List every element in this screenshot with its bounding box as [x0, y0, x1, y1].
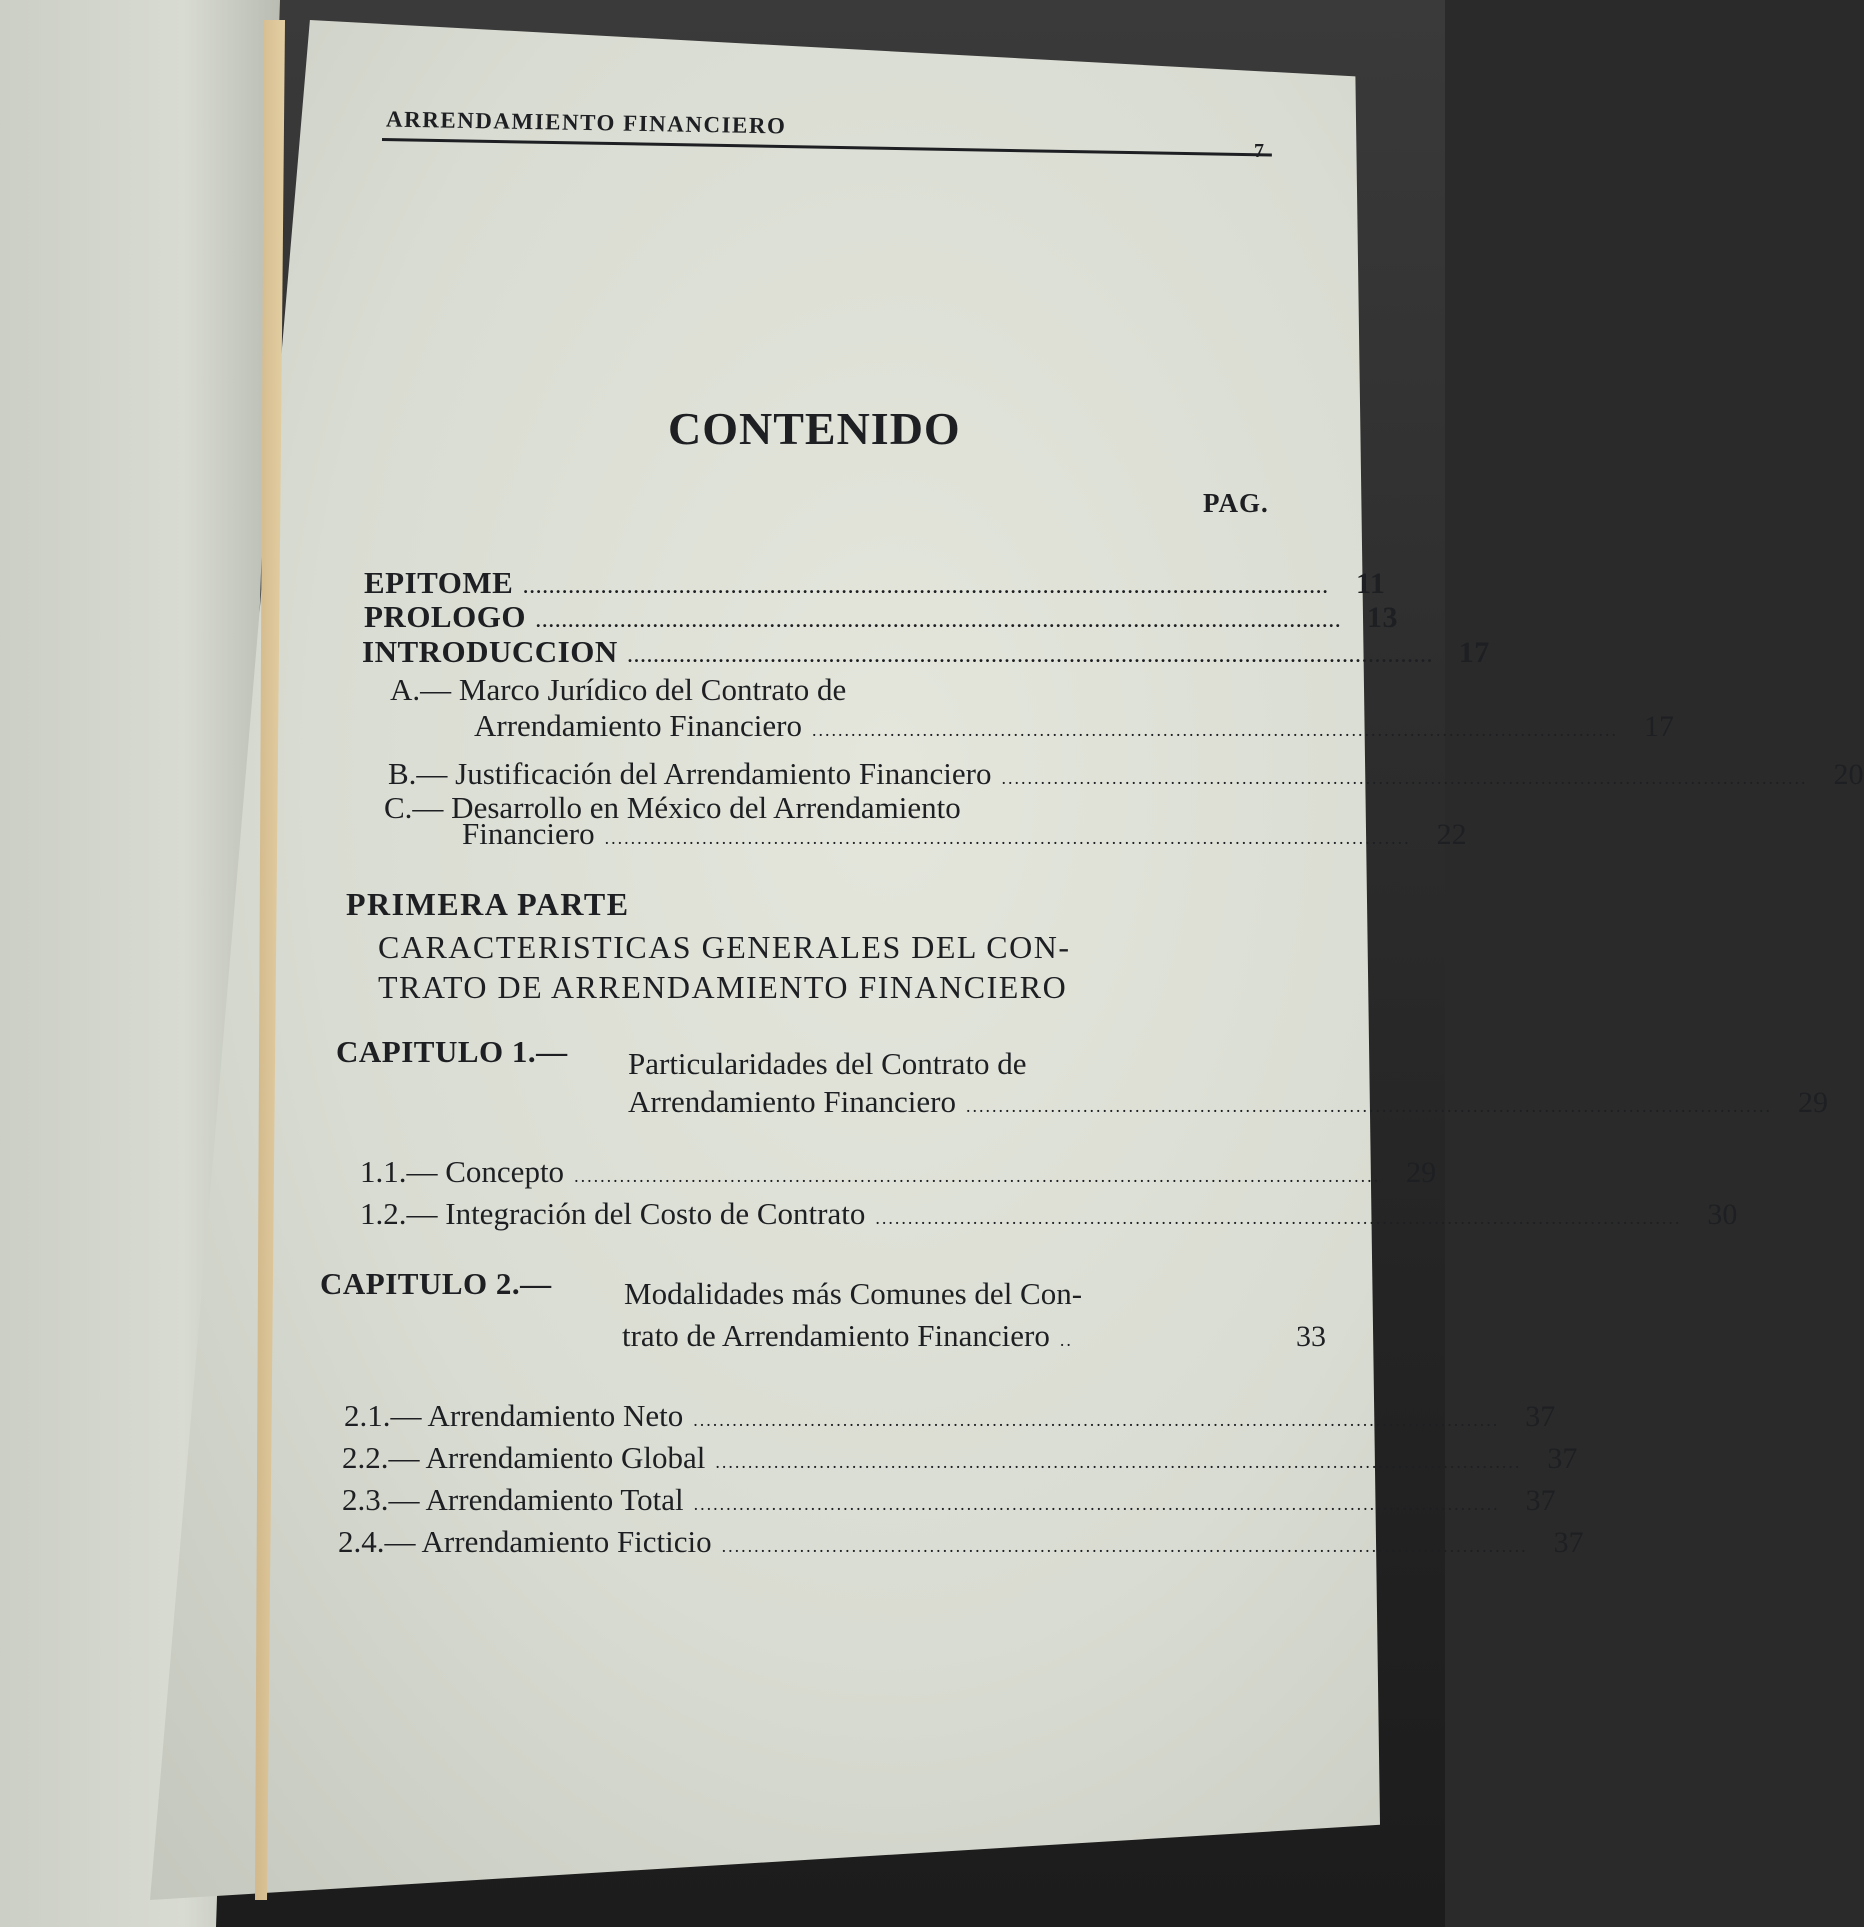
- leader-dots: ............................................................................................................................: [523, 577, 1330, 597]
- toc-section-2-3: [342, 1482, 1556, 1518]
- toc-entry-label: 2.1.— Arrendamiento Neto: [344, 1398, 684, 1433]
- leader-dots: ............................................................................................................................: [627, 646, 1434, 666]
- chapter1-label: CAPITULO 1.—: [336, 1034, 568, 1069]
- toc-section-2-4: [338, 1524, 1584, 1560]
- toc-entry-page: 29: [1406, 1156, 1437, 1189]
- toc-entry-label: INTRODUCCION: [362, 634, 618, 669]
- chapter2-label: CAPITULO 2.—: [320, 1266, 552, 1301]
- toc-entry-page: 17: [1458, 636, 1490, 669]
- toc-section-2-2: [342, 1440, 1578, 1476]
- toc-entry-page: 11: [1355, 567, 1386, 600]
- leader-dots: ............................................................................................................................: [715, 1452, 1522, 1472]
- toc-entry-label: 2.2.— Arrendamiento Global: [342, 1440, 706, 1475]
- chapter1-title-line1: Particularidades del Contrato de: [628, 1046, 1027, 1081]
- chapter2-title-line1: Modalidades más Comunes del Con-: [624, 1276, 1083, 1311]
- toc-section-1-2: [360, 1196, 1738, 1232]
- toc-entry-label: 1.2.— Integración del Costo de Contrato: [360, 1196, 866, 1231]
- toc-entry-epitome: [364, 565, 1386, 601]
- toc-entry-page: 37: [1547, 1442, 1578, 1475]
- toc-entry-label: B.— Justificación del Arrendamiento Financiero: [388, 756, 992, 791]
- toc-chapter1: [628, 1084, 1828, 1120]
- toc-entry-label: Arrendamiento Financiero: [628, 1084, 956, 1119]
- leader-dots: ............................................................................................................................: [574, 1166, 1381, 1186]
- toc-entry-prologo: [364, 599, 1398, 635]
- toc-section-c-line1: C.— Desarrollo en México del Arrendamiento: [384, 790, 961, 825]
- toc-section-2-1: [344, 1398, 1556, 1434]
- toc-section-a: [474, 708, 1674, 744]
- part-one-subtitle-line2: TRATO DE ARRENDAMIENTO FINANCIERO: [378, 969, 1068, 1005]
- toc-entry-page: 37: [1553, 1526, 1584, 1559]
- toc-entry-label: 2.3.— Arrendamiento Total: [342, 1482, 684, 1517]
- leader-dots: ............................................................................................................................: [693, 1410, 1500, 1430]
- toc-section-a-line1: A.— Marco Jurídico del Contrato de: [390, 672, 847, 707]
- page-column-label: PAG.: [1203, 488, 1269, 518]
- leader-dots: ............................................................................................................................: [1001, 768, 1808, 788]
- header-rule: [382, 138, 1272, 157]
- toc-entry-page: 20: [1833, 758, 1864, 791]
- contents-title: CONTENIDO: [668, 403, 961, 454]
- toc-entry-label: 1.1.— Concepto: [360, 1154, 565, 1189]
- leader-dots: ............................................................................................................................: [721, 1536, 1528, 1556]
- part-one-subtitle-line1: CARACTERISTICAS GENERALES DEL CON-: [378, 929, 1071, 965]
- toc-entry-page: 33: [1296, 1320, 1326, 1353]
- part-one-label: PRIMERA PARTE: [346, 886, 630, 922]
- toc-section-1-1: [360, 1154, 1437, 1190]
- toc-entry-page: 37: [1525, 1484, 1556, 1517]
- toc-entry-label: 2.4.— Arrendamiento Ficticio: [338, 1524, 712, 1559]
- toc-entry-label: Arrendamiento Financiero: [474, 708, 802, 743]
- toc-entry-page: 29: [1797, 1086, 1828, 1119]
- toc-section-c: [462, 816, 1467, 852]
- toc-entry-label: trato de Arrendamiento Financiero: [622, 1318, 1050, 1353]
- leader-dots: ............................................................................................................................: [811, 720, 1618, 740]
- page-number: 7: [1254, 140, 1264, 162]
- leader-dots: ............................................................................................................................: [693, 1494, 1500, 1514]
- leader-dots: ............................................................................................................................: [604, 828, 1411, 848]
- leader-dots: ............................................................................................................................: [965, 1096, 1772, 1116]
- leader-dots: ............................................................................................................................: [875, 1208, 1682, 1228]
- toc-entry-label: PROLOGO: [364, 599, 526, 634]
- toc-entry-page: 17: [1643, 710, 1674, 743]
- running-header: ARRENDAMIENTO FINANCIERO: [385, 106, 787, 139]
- toc-entry-introduccion: [362, 634, 1490, 670]
- toc-entry-page: 30: [1707, 1198, 1738, 1231]
- toc-section-b: [388, 756, 1864, 792]
- toc-entry-label: Financiero: [462, 816, 595, 851]
- leader-dots: ............................................................................................................................: [535, 611, 1342, 631]
- toc-entry-page: 22: [1436, 818, 1467, 851]
- toc-entry-page: 37: [1525, 1400, 1556, 1433]
- toc-chapter2: [622, 1318, 1326, 1354]
- toc-entry-label: EPITOME: [364, 565, 514, 600]
- leader-dots: ..: [1059, 1330, 1073, 1350]
- toc-entry-page: 13: [1366, 601, 1398, 634]
